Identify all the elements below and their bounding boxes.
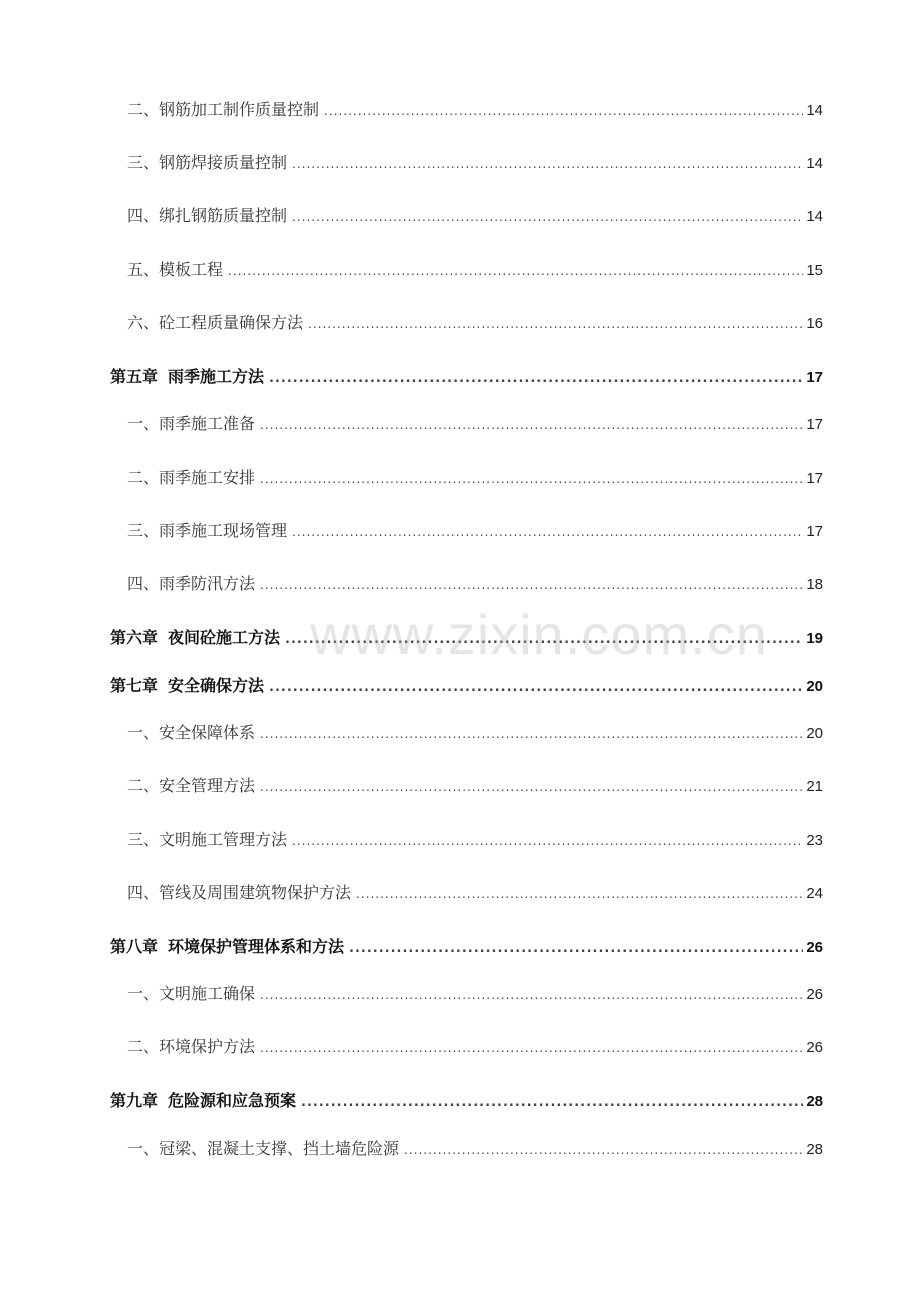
toc-entry[interactable] bbox=[110, 981, 823, 1007]
toc-entry-title: 雨季施工安排 bbox=[159, 468, 256, 487]
dot-leader bbox=[260, 412, 803, 438]
toc-entry[interactable] bbox=[110, 203, 823, 229]
toc-chapter-title: 安全确保方法 bbox=[168, 676, 265, 695]
toc-chapter[interactable] bbox=[110, 673, 823, 699]
toc-entry-number: 一、 bbox=[127, 414, 160, 433]
toc-chapter-page: 26 bbox=[806, 939, 823, 956]
toc-entry-page: 14 bbox=[806, 208, 823, 225]
toc-entry-number: 一、 bbox=[127, 1139, 160, 1158]
dot-leader bbox=[292, 204, 803, 230]
dot-leader bbox=[404, 1137, 803, 1163]
toc-chapter-number: 第八章 bbox=[110, 937, 159, 956]
toc-chapter[interactable] bbox=[110, 1088, 823, 1114]
toc-entry[interactable] bbox=[110, 1034, 823, 1060]
toc-chapter-title: 雨季施工方法 bbox=[168, 367, 265, 386]
toc-entry-page: 14 bbox=[806, 155, 823, 172]
dot-leader bbox=[260, 982, 803, 1008]
toc-chapter-page: 28 bbox=[806, 1093, 823, 1110]
dot-leader bbox=[324, 98, 803, 124]
toc-entry-title: 钢筋加工制作质量控制 bbox=[159, 100, 320, 119]
toc-entry-page: 16 bbox=[806, 315, 823, 332]
toc-entry-number: 六、 bbox=[127, 313, 160, 332]
toc-chapter[interactable] bbox=[110, 625, 823, 651]
toc-entry-title: 砼工程质量确保方法 bbox=[159, 313, 304, 332]
toc-chapter[interactable] bbox=[110, 934, 823, 960]
toc-chapter-title: 夜间砼施工方法 bbox=[168, 628, 281, 647]
toc-entry-title: 环境保护方法 bbox=[159, 1037, 256, 1056]
toc-entry-page: 17 bbox=[806, 416, 823, 433]
toc-chapter-number: 第九章 bbox=[110, 1091, 159, 1110]
toc-entry-number: 三、 bbox=[127, 830, 160, 849]
toc-entry-number: 四、 bbox=[127, 574, 160, 593]
toc-entry-title: 安全保障体系 bbox=[159, 723, 256, 742]
toc-entry[interactable] bbox=[110, 773, 823, 799]
toc-entry-page: 15 bbox=[806, 262, 823, 279]
toc-entry-title: 冠梁、混凝土支撑、挡土墙危险源 bbox=[159, 1139, 400, 1158]
toc-entry-title: 安全管理方法 bbox=[159, 776, 256, 795]
dot-leader bbox=[349, 936, 803, 962]
toc-entry-number: 一、 bbox=[127, 984, 160, 1003]
toc-entry-page: 17 bbox=[806, 470, 823, 487]
toc-entry-page: 18 bbox=[806, 576, 823, 593]
dot-leader bbox=[260, 466, 803, 492]
toc-chapter-page: 19 bbox=[806, 630, 823, 647]
toc-entry-number: 五、 bbox=[127, 260, 160, 279]
toc-entry[interactable] bbox=[110, 465, 823, 491]
toc-entry-page: 26 bbox=[806, 1039, 823, 1056]
toc-entry-number: 二、 bbox=[127, 100, 160, 119]
toc-entry[interactable] bbox=[110, 880, 823, 906]
toc-chapter-number: 第五章 bbox=[110, 367, 159, 386]
dot-leader bbox=[260, 1035, 803, 1061]
toc-entry-page: 21 bbox=[806, 778, 823, 795]
toc-entry-title: 管线及周围建筑物保护方法 bbox=[159, 883, 352, 902]
dot-leader bbox=[308, 311, 803, 337]
toc-entry-page: 17 bbox=[806, 523, 823, 540]
toc-entry-number: 二、 bbox=[127, 1037, 160, 1056]
toc-entry-page: 20 bbox=[806, 725, 823, 742]
dot-leader bbox=[260, 774, 803, 800]
toc-chapter-title: 环境保护管理体系和方法 bbox=[168, 937, 345, 956]
toc-chapter-number: 第七章 bbox=[110, 676, 159, 695]
toc-entry-title: 雨季施工准备 bbox=[159, 414, 256, 433]
toc-chapter-page: 20 bbox=[806, 678, 823, 695]
dot-leader bbox=[260, 572, 803, 598]
dot-leader bbox=[260, 721, 803, 747]
dot-leader bbox=[292, 151, 803, 177]
dot-leader bbox=[228, 258, 803, 284]
dot-leader bbox=[269, 675, 803, 701]
toc-entry[interactable] bbox=[110, 257, 823, 283]
dot-leader bbox=[301, 1090, 803, 1116]
toc-entry[interactable] bbox=[110, 1136, 823, 1162]
toc-entry[interactable] bbox=[110, 827, 823, 853]
toc-entry-page: 14 bbox=[806, 102, 823, 119]
toc-entry-page: 28 bbox=[806, 1141, 823, 1158]
dot-leader bbox=[292, 519, 803, 545]
toc-chapter-page: 17 bbox=[806, 369, 823, 386]
toc-entry[interactable] bbox=[110, 97, 823, 123]
toc-entry-number: 二、 bbox=[127, 776, 160, 795]
dot-leader bbox=[292, 828, 803, 854]
toc-chapter-title: 危险源和应急预案 bbox=[168, 1091, 297, 1110]
toc-entry-title: 钢筋焊接质量控制 bbox=[159, 153, 288, 172]
toc-entry-page: 26 bbox=[806, 986, 823, 1003]
dot-leader bbox=[356, 881, 803, 907]
toc-chapter-number: 第六章 bbox=[110, 628, 159, 647]
toc-entry-number: 四、 bbox=[127, 883, 160, 902]
toc-entry-title: 文明施工确保 bbox=[159, 984, 256, 1003]
toc-entry[interactable] bbox=[110, 518, 823, 544]
toc-entry-title: 文明施工管理方法 bbox=[159, 830, 288, 849]
toc-entry-number: 四、 bbox=[127, 206, 160, 225]
toc-entry[interactable] bbox=[110, 310, 823, 336]
toc-entry-page: 23 bbox=[806, 832, 823, 849]
toc-entry-title: 雨季施工现场管理 bbox=[159, 521, 288, 540]
toc-entry-number: 二、 bbox=[127, 468, 160, 487]
toc-entry-title: 绑扎钢筋质量控制 bbox=[159, 206, 288, 225]
toc-entry[interactable] bbox=[110, 571, 823, 597]
toc-entry[interactable] bbox=[110, 150, 823, 176]
toc-entry-number: 一、 bbox=[127, 723, 160, 742]
watermark: www.zixin.com.cn bbox=[310, 603, 768, 666]
toc-entry-number: 三、 bbox=[127, 521, 160, 540]
toc-entry-title: 雨季防汛方法 bbox=[159, 574, 256, 593]
dot-leader bbox=[269, 366, 803, 392]
toc-entry-page: 24 bbox=[806, 885, 823, 902]
dot-leader bbox=[285, 627, 803, 653]
toc-entry[interactable] bbox=[110, 720, 823, 746]
toc-chapter[interactable] bbox=[110, 364, 823, 390]
toc-entry-title: 模板工程 bbox=[159, 260, 224, 279]
toc-entry-number: 三、 bbox=[127, 153, 160, 172]
toc-entry[interactable] bbox=[110, 411, 823, 437]
